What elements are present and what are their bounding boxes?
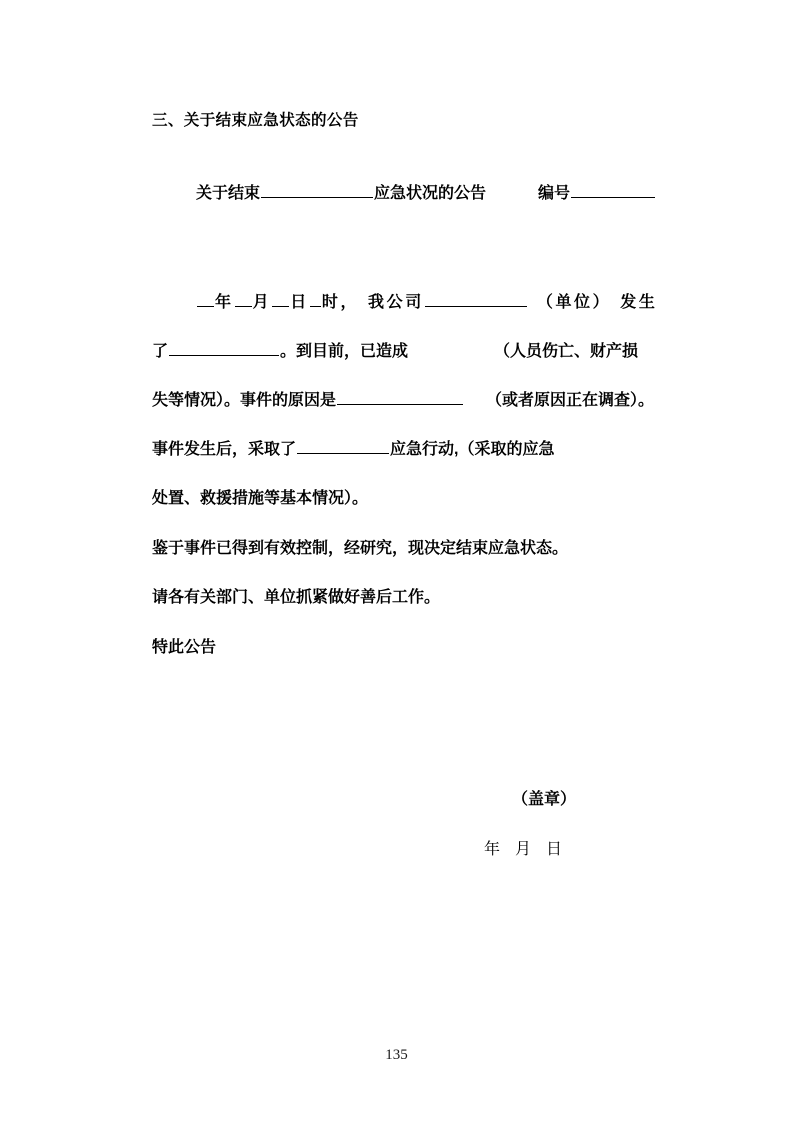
line2-lead-text: 了: [152, 343, 169, 360]
month-label: 月: [252, 294, 272, 311]
body-line-7: 请各有关部门、单位抓紧做好善后工作。: [152, 589, 441, 606]
line1-verb: 发生: [620, 294, 658, 311]
body-line-5: 处置、救援措施等基本情况）。: [152, 490, 369, 507]
event-blank-field[interactable]: [169, 340, 279, 356]
seal-placeholder: （盖章）: [512, 791, 577, 808]
line4-tail-text: 应急行动,（采取的应急: [390, 441, 555, 458]
day-label: 日: [290, 294, 309, 311]
document-title: [196, 185, 486, 202]
title-blank-field[interactable]: [261, 182, 373, 198]
body-line-1: [196, 291, 657, 315]
unit-note-text: （单位）: [536, 294, 612, 311]
line4-lead-text: 事件发生后，采取了: [152, 441, 297, 458]
line3-tail-text: （或者原因正在调查）。: [486, 392, 655, 409]
day-blank-field[interactable]: [272, 291, 289, 307]
line2-tail-text: （人员伤亡、财产损: [494, 343, 639, 360]
line3-lead-text: 失等情况）。事件的原因是: [152, 392, 337, 409]
signature-year-label: 年: [484, 841, 502, 858]
signature-month-label: 月: [515, 841, 533, 858]
body-line-6: 鉴于事件已得到有效控制，经研究，现决定结束应急状态。: [152, 540, 569, 557]
title-prefix-text: 关于结束: [196, 185, 261, 202]
body-line-8: 特此公告: [152, 639, 217, 656]
year-blank-field[interactable]: [197, 291, 214, 307]
page-number: 135: [385, 1047, 408, 1063]
title-suffix-text: 应急状况的公告: [374, 185, 487, 202]
signature-day-label: 日: [546, 841, 564, 858]
subject-text: 我公司: [368, 294, 424, 311]
action-blank-field[interactable]: [297, 438, 389, 454]
serial-number-label: 编号: [538, 185, 571, 202]
section-heading: 三、关于结束应急状态的公告: [152, 112, 359, 129]
serial-number-blank-field[interactable]: [571, 182, 655, 198]
line2-after-blank-text: 。到目前，已造成: [280, 343, 409, 360]
signature-date-line: [484, 838, 563, 862]
body-line-2: [152, 340, 638, 364]
line1-comma: ，: [340, 294, 360, 311]
hour-blank-field[interactable]: [310, 291, 321, 307]
month-blank-field[interactable]: [235, 291, 252, 307]
document-title-row: [196, 182, 696, 206]
cause-blank-field[interactable]: [337, 389, 463, 405]
body-line-3: [152, 389, 654, 413]
unit-blank-field[interactable]: [425, 291, 527, 307]
body-line-4: [152, 438, 554, 462]
year-label: 年: [215, 294, 234, 311]
serial-number-group: [538, 182, 656, 206]
hour-label: 时: [321, 294, 341, 311]
